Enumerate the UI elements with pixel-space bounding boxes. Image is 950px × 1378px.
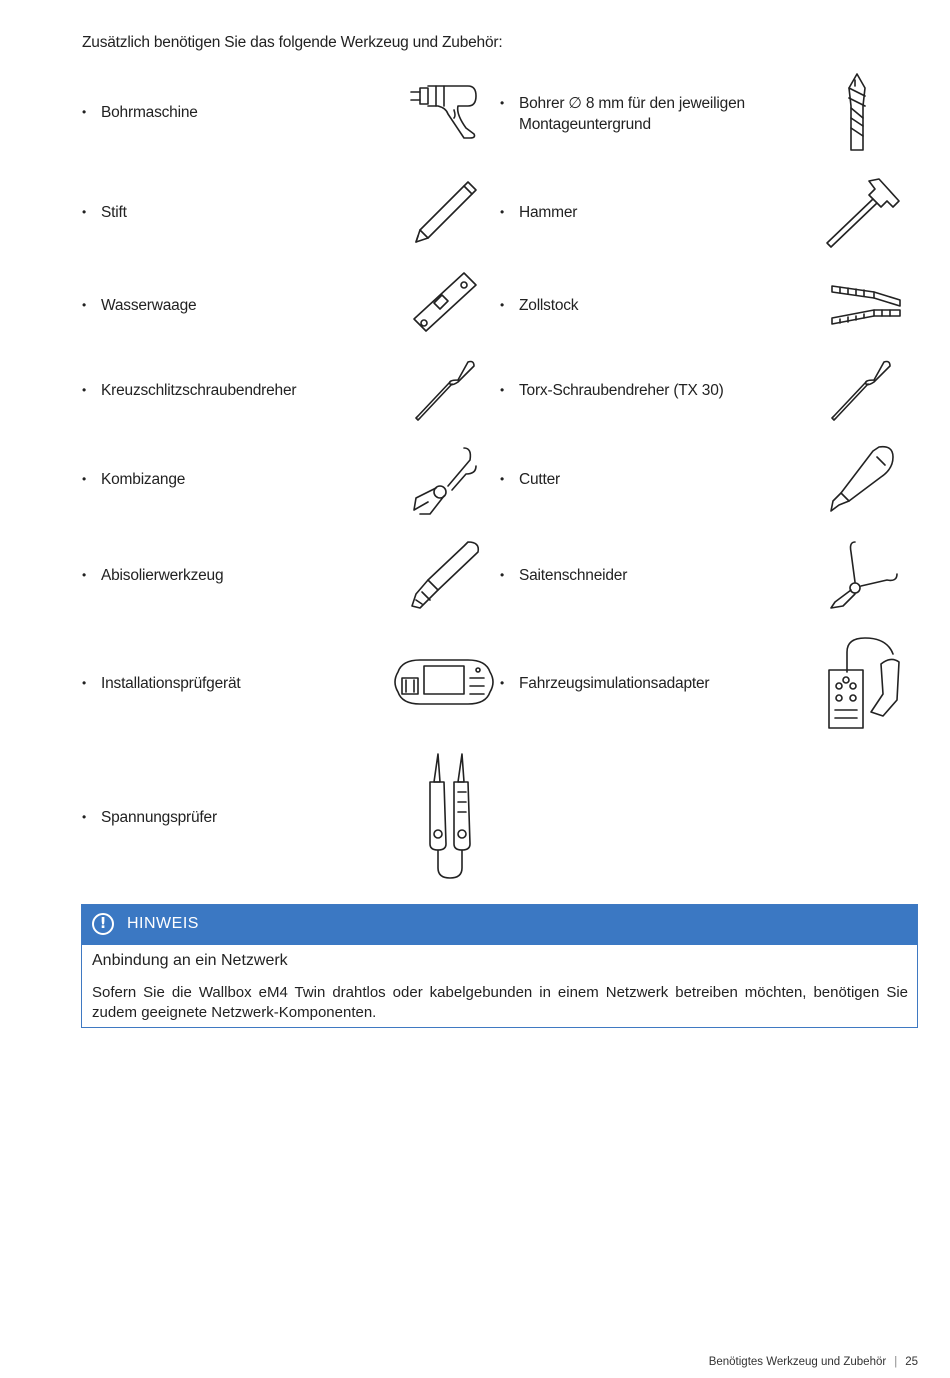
- item-label: Hammer: [519, 204, 578, 221]
- cutter-knife-icon: [829, 445, 895, 513]
- torx-screwdriver-icon: [830, 360, 892, 422]
- list-item-right-3: [500, 380, 724, 401]
- notice-header: [82, 905, 917, 945]
- bullet: •: [500, 676, 505, 690]
- item-label: Bohrer ∅ 8 mm für den jeweiligen: [519, 95, 745, 112]
- list-item-right-5: [500, 565, 627, 586]
- intro-text: Zusätzlich benötigen Sie das folgende Werkzeug und Zubehör:: [82, 34, 503, 51]
- list-item-left-7: [82, 807, 217, 828]
- phillips-screwdriver-icon: [414, 360, 476, 422]
- bullet: •: [82, 298, 87, 312]
- pencil-icon: [412, 180, 478, 246]
- item-label: Zollstock: [519, 297, 579, 314]
- list-item-left-2: [82, 295, 196, 316]
- drill-bit-icon: [843, 72, 871, 152]
- bullet: •: [500, 568, 505, 582]
- footer-separator: |: [894, 1356, 898, 1368]
- item-label: Kreuzschlitzschraubendreher: [101, 382, 297, 399]
- list-item-left-1: [82, 202, 127, 223]
- item-label: Installationsprüfgerät: [101, 675, 241, 692]
- vehicle-simulation-adapter-icon: [827, 636, 903, 730]
- notice-subtitle: Anbindung an ein Netzwerk: [92, 952, 288, 969]
- exclamation-icon: [92, 913, 114, 935]
- item-label: Abisolierwerkzeug: [101, 567, 224, 584]
- list-item-left-4: [82, 469, 185, 490]
- item-label: Saitenschneider: [519, 567, 628, 584]
- notice-text: Sofern Sie die Wallbox eM4 Twin drahtlos oder kabelgebunden in einem Netzwerk betreiben möchten, benötigen Sie zudem geeignete Netzwerk-Komponenten.: [92, 984, 908, 1021]
- page-footer: [709, 1356, 918, 1368]
- item-label-line2: Montageuntergrund: [519, 116, 651, 133]
- bullet: •: [82, 105, 87, 119]
- list-item-left-3: [82, 380, 296, 401]
- bullet: •: [500, 96, 505, 110]
- exclamation-glyph: !: [99, 914, 107, 932]
- bullet: •: [82, 568, 87, 582]
- bullet: •: [500, 205, 505, 219]
- list-item-left-6: [82, 673, 241, 694]
- bullet: •: [82, 472, 87, 486]
- page-number: 25: [905, 1356, 918, 1368]
- item-label: Fahrzeugsimulationsadapter: [519, 675, 710, 692]
- notice-box: [81, 904, 918, 1028]
- item-label: Spannungsprüfer: [101, 809, 217, 826]
- combination-pliers-icon: [410, 444, 478, 516]
- item-label: Bohrmaschine: [101, 104, 198, 121]
- voltage-tester-icon: [422, 752, 478, 880]
- list-item-left-5: [82, 565, 223, 586]
- item-label: Wasserwaage: [101, 297, 197, 314]
- item-label: Stift: [101, 204, 127, 221]
- hammer-icon: [823, 177, 901, 249]
- bullet: •: [500, 298, 505, 312]
- installation-tester-icon: [392, 656, 496, 708]
- list-item-right-0: [500, 93, 745, 135]
- list-item-left-0: [82, 102, 198, 123]
- notice-title: HINWEIS: [127, 915, 199, 932]
- list-item-right-2: [500, 295, 578, 316]
- drill-icon: [408, 84, 480, 140]
- item-label: Kombizange: [101, 471, 186, 488]
- bullet: •: [500, 383, 505, 397]
- bullet: •: [82, 383, 87, 397]
- list-item-right-6: [500, 673, 709, 694]
- footer-section: Benötigtes Werkzeug und Zubehör: [708, 1356, 887, 1368]
- bullet: •: [82, 205, 87, 219]
- bullet: •: [82, 810, 87, 824]
- spirit-level-icon: [412, 271, 478, 335]
- list-item-right-1: [500, 202, 577, 223]
- folding-ruler-icon: [830, 282, 902, 328]
- item-label: Cutter: [519, 471, 561, 488]
- wire-stripper-icon: [408, 540, 482, 612]
- list-item-right-4: [500, 469, 560, 490]
- bullet: •: [82, 676, 87, 690]
- item-label: Torx-Schraubendreher (TX 30): [519, 382, 724, 399]
- side-cutter-icon: [825, 540, 899, 610]
- bullet: •: [500, 472, 505, 486]
